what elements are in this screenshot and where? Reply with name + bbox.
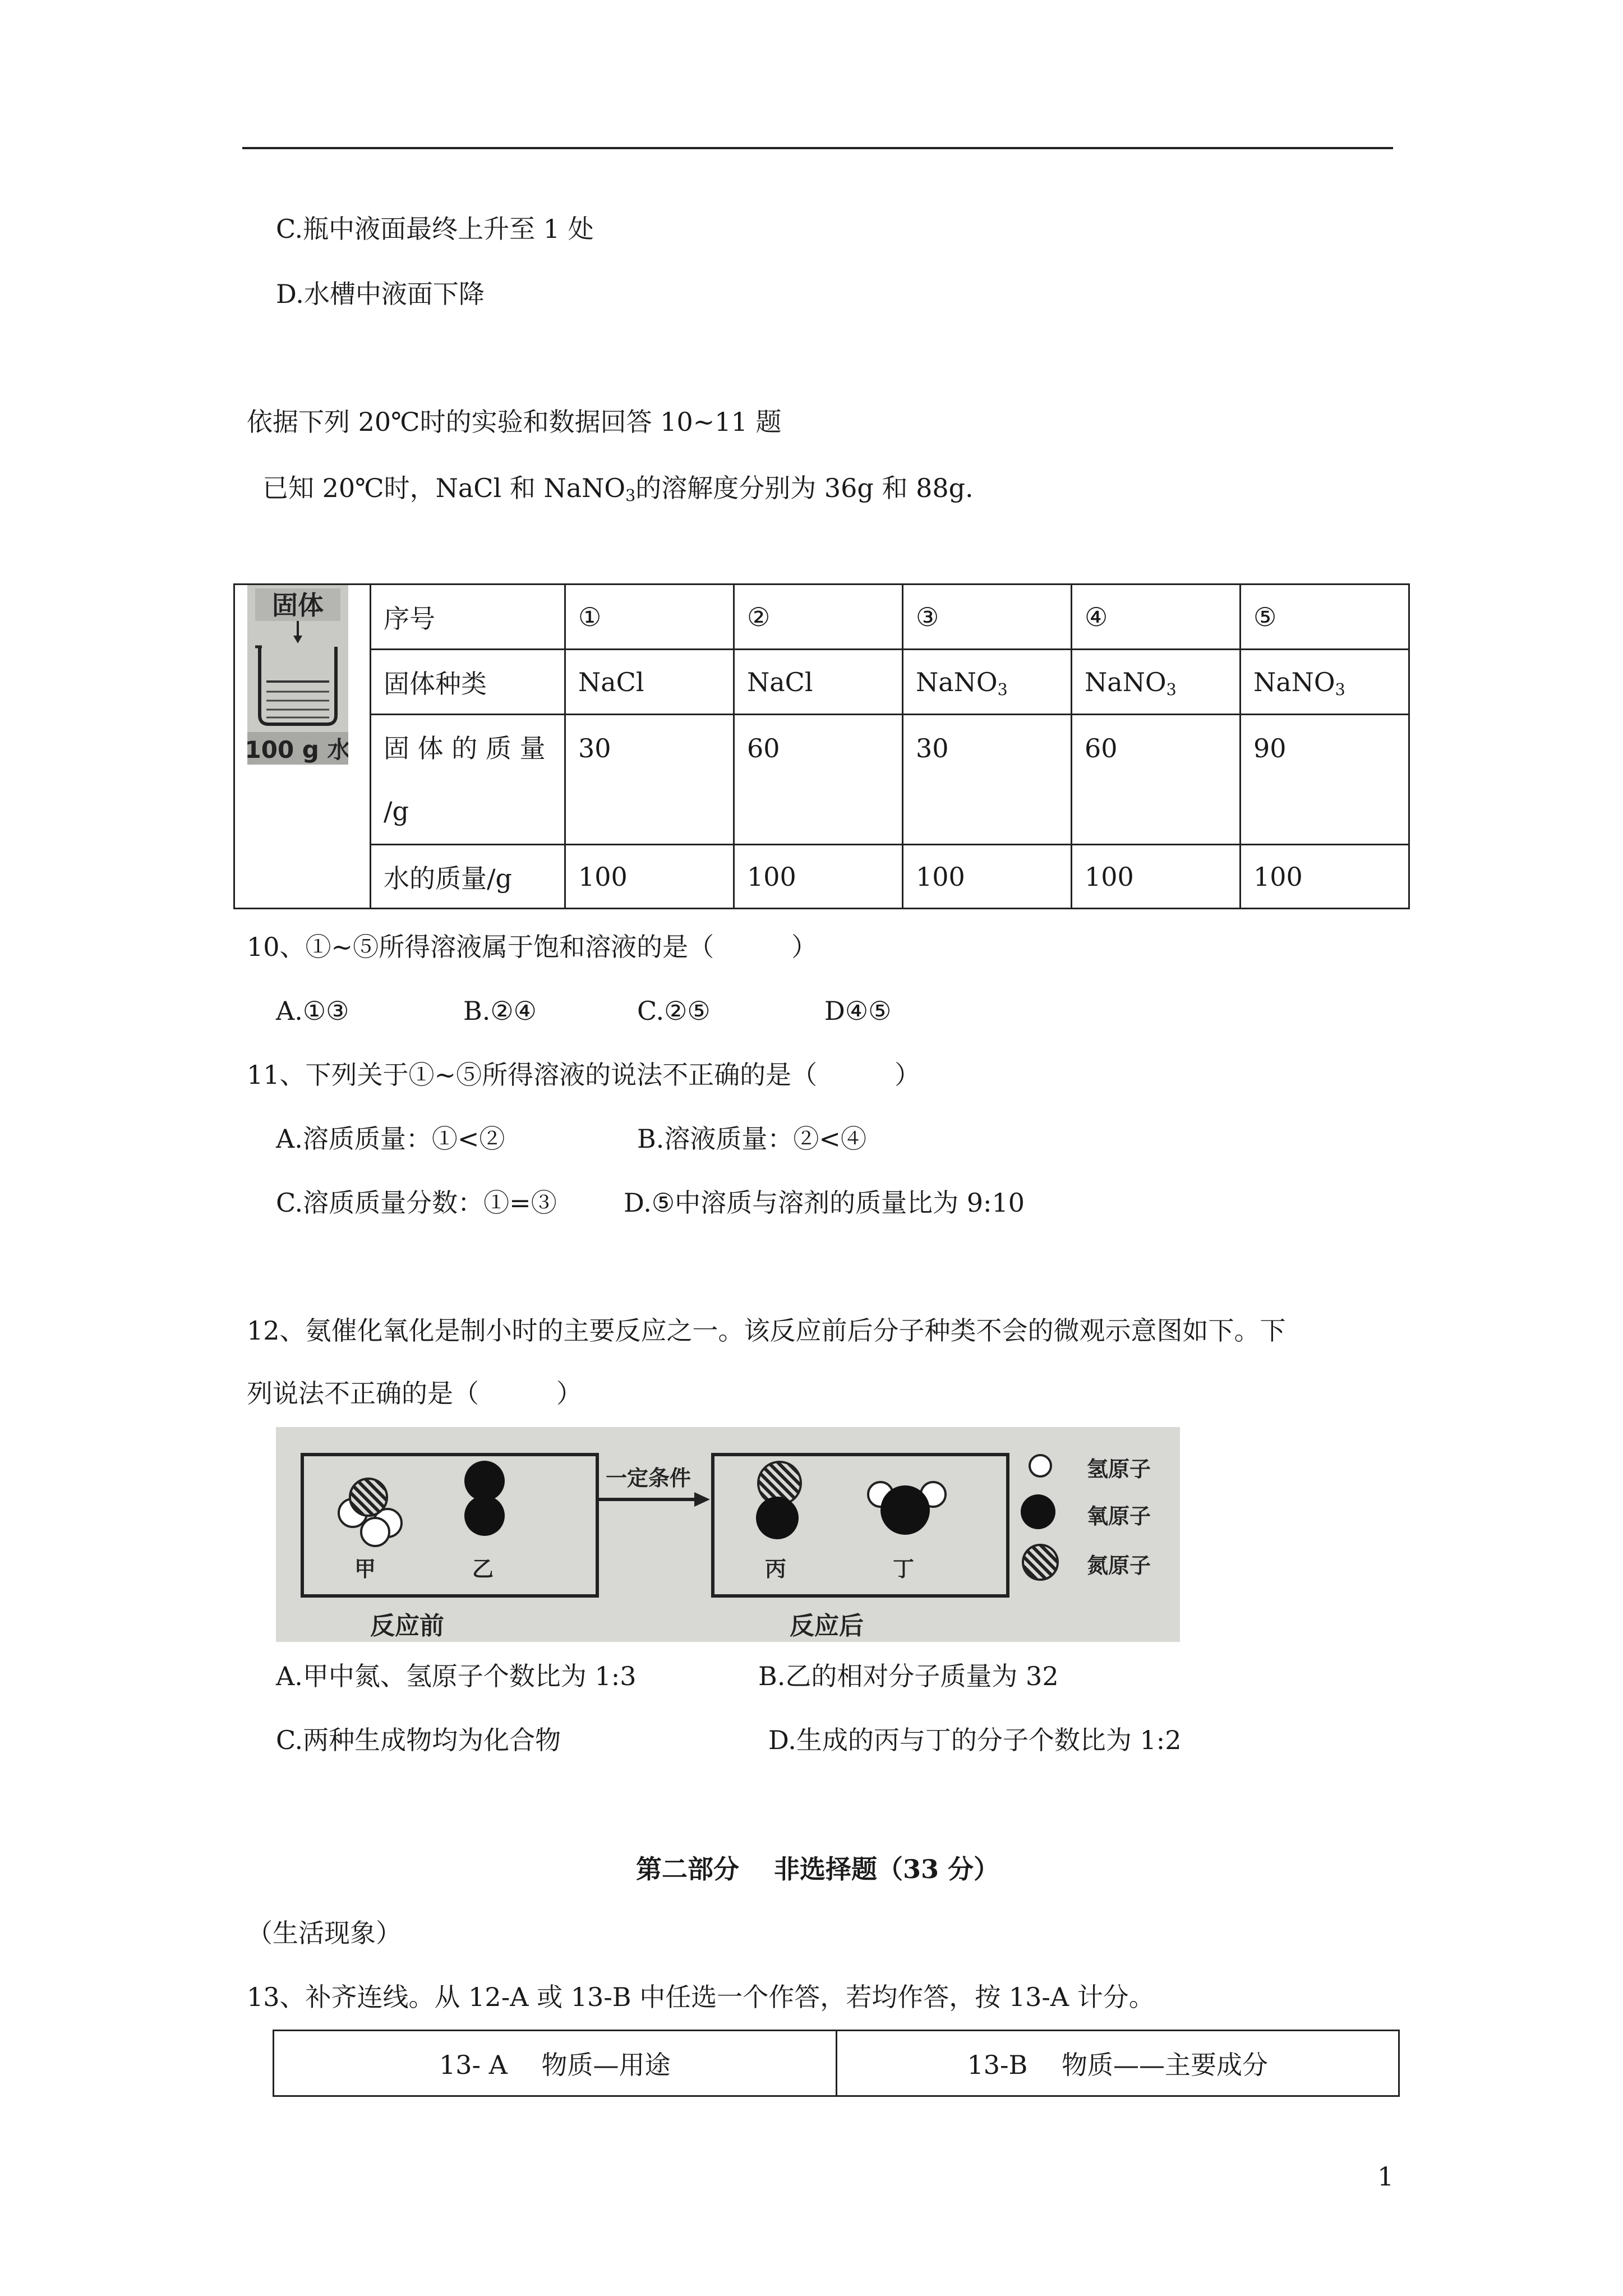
q12-option-a: A.甲中氮、氢原子个数比为 1:3 xyxy=(276,1661,637,1691)
after-label: 反应后 xyxy=(790,1612,864,1640)
water-mass-2: 100 xyxy=(734,845,903,909)
intro-10-11: 依据下列 20℃时的实验和数据回答 10~11 题 xyxy=(247,407,782,437)
header-solid-mass: 固 体 的 质 量 /g xyxy=(371,715,565,845)
water-mass-1: 100 xyxy=(565,845,734,909)
solid-mass-4: 60 xyxy=(1072,715,1241,845)
header-water-mass: 水的质量/g xyxy=(371,845,565,909)
q11-option-d: D.⑤中溶质与溶剂的质量比为 9:10 xyxy=(624,1188,1025,1218)
life-section-label: （生活现象） xyxy=(247,1918,402,1948)
index-3: ③ xyxy=(903,585,1072,650)
legend-hydrogen-icon xyxy=(1029,1454,1052,1478)
q11-option-c: C.溶质质量分数：①=③ xyxy=(276,1188,557,1218)
index-4: ④ xyxy=(1072,585,1241,650)
q11-option-a: A.溶质质量：①<② xyxy=(276,1124,505,1154)
q11-stem: 11、下列关于①~⑤所得溶液的说法不正确的是（ ） xyxy=(247,1060,921,1090)
q13-a-header: 13- A 物质—用途 xyxy=(274,2031,837,2096)
solid-type-5: NaNO$_3$ xyxy=(1241,650,1409,715)
oxygen-atom-icon xyxy=(880,1485,930,1535)
experiment-table xyxy=(233,583,1410,909)
legend-oxygen-label: 氧原子 xyxy=(1087,1504,1151,1529)
legend-hydrogen-label: 氢原子 xyxy=(1087,1457,1151,1481)
nitrogen-atom-icon xyxy=(349,1478,388,1517)
solid-mass-1: 30 xyxy=(565,715,734,845)
legend-nitrogen-icon xyxy=(1022,1544,1059,1581)
q12-stem-line1: 12、氨催化氧化是制小时的主要反应之一。该反应前后分子种类不会的微观示意图如下。下 xyxy=(247,1315,1286,1346)
q10-option-a: A.①③ xyxy=(276,996,349,1026)
legend-oxygen-icon xyxy=(1021,1494,1055,1529)
header-solid-type: 固体种类 xyxy=(371,650,565,715)
solid-mass-3: 30 xyxy=(903,715,1072,845)
q10-option-d: D④⑤ xyxy=(824,996,892,1026)
index-1: ① xyxy=(565,585,734,650)
oxygen-atom-icon xyxy=(464,1496,505,1536)
solubility-note: 已知 20℃时，NaCl 和 NaNO$_3$的溶解度分别为 36g 和 88g. xyxy=(262,473,974,505)
legend-nitrogen-label: 氮原子 xyxy=(1087,1553,1151,1578)
solid-mass-5: 90 xyxy=(1241,715,1409,845)
oxygen-atom-icon xyxy=(756,1497,799,1539)
q12-option-b: B.乙的相对分子质量为 32 xyxy=(758,1661,1059,1691)
water-mass-3: 100 xyxy=(903,845,1072,909)
molecule-label-yi: 乙 xyxy=(472,1557,494,1581)
header-rule xyxy=(242,147,1393,149)
water-mass-5: 100 xyxy=(1241,845,1409,909)
beaker-cell xyxy=(234,585,371,909)
q12-stem-line2: 列说法不正确的是（ ） xyxy=(247,1378,582,1409)
q12-option-c: C.两种生成物均为化合物 xyxy=(276,1725,561,1755)
hydrogen-atom-icon xyxy=(360,1517,390,1547)
solid-mass-2: 60 xyxy=(734,715,903,845)
q10-option-c: C.②⑤ xyxy=(637,996,711,1026)
page-number: 1 xyxy=(1377,2161,1394,2192)
q13-table xyxy=(273,2030,1400,2097)
molecule-label-bing: 丙 xyxy=(765,1557,787,1581)
q9-option-c: C.瓶中液面最终上升至 1 处 xyxy=(276,214,594,244)
solid-type-2: NaCl xyxy=(734,650,903,715)
header-index: 序号 xyxy=(371,585,565,650)
before-label: 反应前 xyxy=(370,1612,444,1640)
q13-b-header: 13-B 物质——主要成分 xyxy=(836,2031,1399,2096)
solid-type-1: NaCl xyxy=(565,650,734,715)
water-mass-4: 100 xyxy=(1072,845,1241,909)
q12-option-d: D.生成的丙与丁的分子个数比为 1:2 xyxy=(768,1725,1182,1755)
q13-stem: 13、补齐连线。从 12-A 或 13-B 中任选一个作答，若均作答，按 13-A 计分。 xyxy=(247,1982,1155,2012)
q10-option-b: B.②④ xyxy=(463,996,537,1026)
arrow-condition-label: 一定条件 xyxy=(606,1466,691,1490)
q9-option-d: D.水槽中液面下降 xyxy=(276,279,485,309)
reaction-arrow-icon xyxy=(599,1491,711,1508)
index-5: ⑤ xyxy=(1241,585,1409,650)
beaker-bottom-label: 100 g 水 xyxy=(247,736,348,763)
reaction-diagram xyxy=(276,1427,1180,1642)
solid-type-3: NaNO$_3$ xyxy=(903,650,1072,715)
after-box xyxy=(711,1453,1009,1598)
molecule-label-ding: 丁 xyxy=(893,1557,915,1581)
solid-type-4: NaNO$_3$ xyxy=(1072,650,1241,715)
beaker-image xyxy=(247,585,348,765)
molecule-label-jia: 甲 xyxy=(354,1557,376,1581)
q11-option-b: B.溶液质量：②<④ xyxy=(637,1124,866,1154)
part-two-title: 第二部分 非选择题（33 分） xyxy=(636,1854,1000,1884)
q10-stem: 10、①~⑤所得溶液属于饱和溶液的是（ ） xyxy=(247,932,818,962)
index-2: ② xyxy=(734,585,903,650)
beaker-top-label: 固体 xyxy=(272,590,324,620)
